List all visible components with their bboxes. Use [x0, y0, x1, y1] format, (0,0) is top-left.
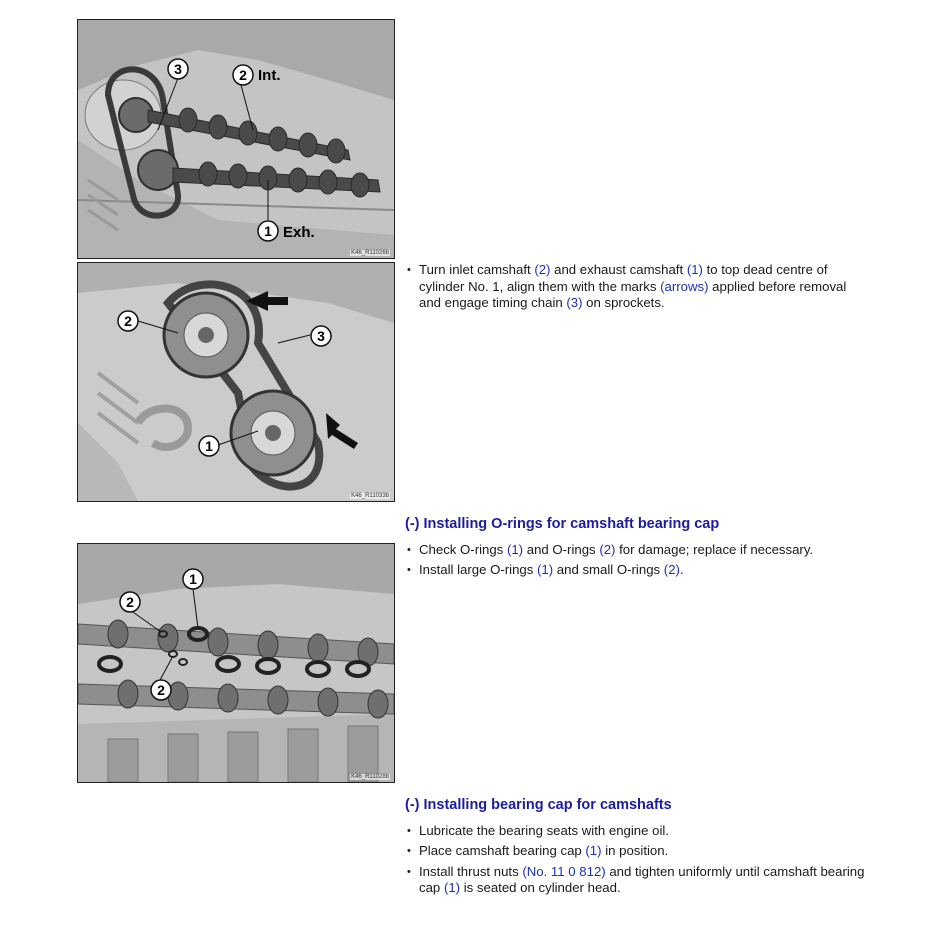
- reference-link[interactable]: (2): [599, 541, 616, 557]
- callout-2: 2: [239, 67, 247, 83]
- camshafts-illustration: [78, 20, 394, 258]
- figure-o-rings: [77, 543, 395, 783]
- callout-3: 3: [174, 61, 182, 77]
- label-exh: Exh.: [283, 224, 315, 241]
- figure-sprocket-marks: [77, 262, 395, 502]
- list-item: • Check O-rings (1) and O-rings (2) for damage; replace if necessary.: [405, 542, 865, 559]
- figure-code: K46_R11026b: [351, 250, 389, 256]
- instruction-list: [405, 823, 865, 897]
- list-item: • Install thrust nuts (No. 11 0 812) and tighten uniformly until camshaft bearing cap (1) is seated on cylinder head.: [405, 864, 865, 897]
- reference-link[interactable]: (arrows): [660, 278, 709, 294]
- reference-link[interactable]: (1): [686, 262, 703, 277]
- list-item: • Lubricate the bearing seats with engine oil.: [405, 823, 865, 840]
- section-camshaft-alignment: [405, 262, 865, 316]
- callout-2: 2: [124, 313, 132, 329]
- callout-2-top: 2: [126, 594, 134, 610]
- figure-camshafts-overview: [77, 19, 395, 259]
- section-o-rings: [405, 516, 865, 583]
- callout-1: 1: [189, 571, 197, 587]
- reference-link[interactable]: (2): [663, 562, 680, 577]
- reference-link[interactable]: (1): [537, 562, 554, 577]
- o-rings-illustration: [78, 544, 394, 782]
- reference-link[interactable]: (1): [443, 880, 461, 895]
- reference-link[interactable]: (1): [585, 843, 602, 858]
- instruction-list: [405, 542, 865, 579]
- figure-code: K46_R11028b: [351, 774, 389, 780]
- instruction-list: [405, 262, 865, 312]
- sprockets-illustration: [78, 263, 394, 501]
- callout-2-bottom: 2: [157, 682, 165, 698]
- section-bearing-cap: [405, 797, 865, 901]
- list-item: • Place camshaft bearing cap (1) in position.: [405, 843, 865, 860]
- callout-1: 1: [205, 438, 213, 454]
- callout-3: 3: [317, 328, 325, 344]
- reference-link[interactable]: (3): [566, 295, 583, 310]
- figure-code: K46_R11033b: [351, 493, 389, 499]
- reference-link[interactable]: (No. 11 0 812): [522, 863, 606, 879]
- list-item: • Install large O-rings (1) and small O-rings (2).: [405, 562, 865, 579]
- reference-link[interactable]: (1): [506, 541, 524, 557]
- label-int: Int.: [258, 67, 281, 84]
- list-item: • Turn inlet camshaft (2) and exhaust camshaft (1) to top dead centre of cylinder No. 1, align them with the marks (arrows) applied before removal and engage timing chain (3) on sprockets.: [405, 262, 865, 312]
- reference-link[interactable]: (2): [534, 262, 551, 277]
- section-heading: (-) Installing O-rings for camshaft bearing cap: [405, 516, 720, 532]
- section-heading: (-) Installing bearing cap for camshafts: [405, 797, 672, 813]
- callout-1: 1: [264, 223, 272, 239]
